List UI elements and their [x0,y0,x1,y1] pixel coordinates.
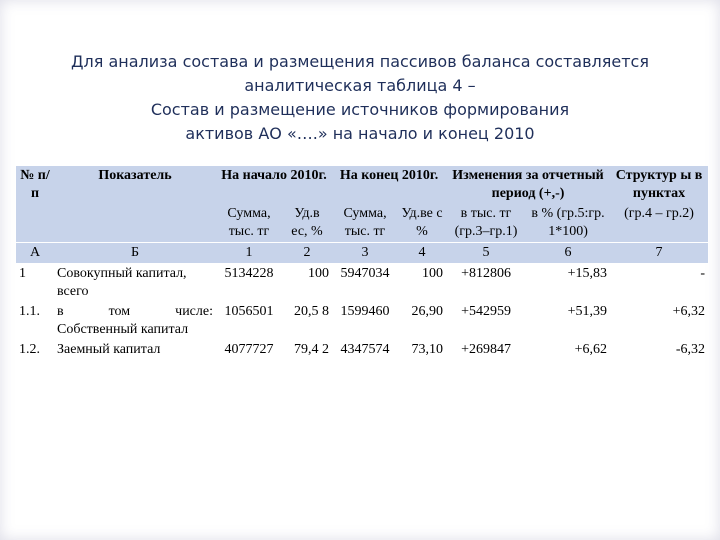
header-start: На начало 2010г. [221,168,327,183]
header-sum-end: Сумма, тыс. тг [343,206,387,239]
row-abs-change: +542959 [461,304,511,319]
row-share-start: 79,4 2 [294,342,330,357]
row-share-start: 100 [282,264,332,303]
row-num: 1.1. [19,304,40,319]
header-change: Изменения за отчетный период (+,-) [452,168,604,201]
row-struct-change: - [610,264,708,303]
row-share-start: 20,5 8 [294,304,330,319]
row-share-end: 26,90 [411,304,444,319]
header-share-start: Уд.в ес, % [291,206,323,239]
row-label: Заемный капитал [57,342,161,357]
code-2: 2 [282,243,332,264]
row-num: 1 [16,264,54,303]
row-share-end: 100 [398,264,446,303]
row-num: 1.2. [19,342,40,357]
title-line-1: Для анализа состава и размещения пассивов баланса составляется [71,52,649,71]
table-row [16,264,708,303]
row-pct-change: +15,83 [526,264,610,303]
code-7: 7 [610,243,708,264]
header-share-end: Уд.ве с % [401,206,443,239]
table-row [16,340,708,360]
code-4: 4 [398,243,446,264]
row-label: Совокупный капитал, всего [54,264,216,303]
table-row [16,302,708,340]
header-sum-start: Сумма, тыс. тг [227,206,271,239]
title-line-4: активов АО «….» на начало и конец 2010 [185,124,535,143]
row-pct-change: +51,39 [567,304,608,319]
code-6: 6 [526,243,610,264]
row-sum-start: 5134228 [216,264,282,303]
header-end: На конец 2010г. [339,168,439,183]
row-struct-change: +6,32 [672,304,706,319]
title-line-3: Состав и размещение источников формирования [150,100,570,119]
row-abs-change: +812806 [446,264,526,303]
row-label: в том числе: Собственный капитал [57,304,213,337]
header-structure: Структур ы в пунктах [615,168,703,201]
row-abs-change: +269847 [461,342,511,357]
code-1: 1 [216,243,282,264]
header-num: № п/п [20,168,50,201]
row-sum-end: 1599460 [340,304,390,319]
header-pct-change: в % (гр.5:гр. 1*100) [531,206,605,239]
row-sum-start: 1056501 [224,304,274,319]
capital-structure-table [16,166,708,360]
code-b: Б [54,243,216,264]
code-5: 5 [446,243,526,264]
row-pct-change: +6,62 [574,342,608,357]
slide-title [40,50,680,146]
header-row-1 [16,166,708,204]
title-line-2: аналитическая таблица 4 – [244,76,476,95]
header-struct-formula: (гр.4 – гр.2) [624,206,694,221]
row-sum-end: 4347574 [340,342,390,357]
row-struct-change: -6,32 [675,342,706,357]
row-share-end: 73,10 [411,342,444,357]
header-indicator: Показатель [98,168,172,183]
row-sum-end: 5947034 [332,264,398,303]
row-sum-start: 4077727 [224,342,274,357]
column-codes-row [16,243,708,264]
code-a: А [16,243,54,264]
code-3: 3 [332,243,398,264]
header-abs-change: в тыс. тг (гр.3–гр.1) [454,206,518,239]
